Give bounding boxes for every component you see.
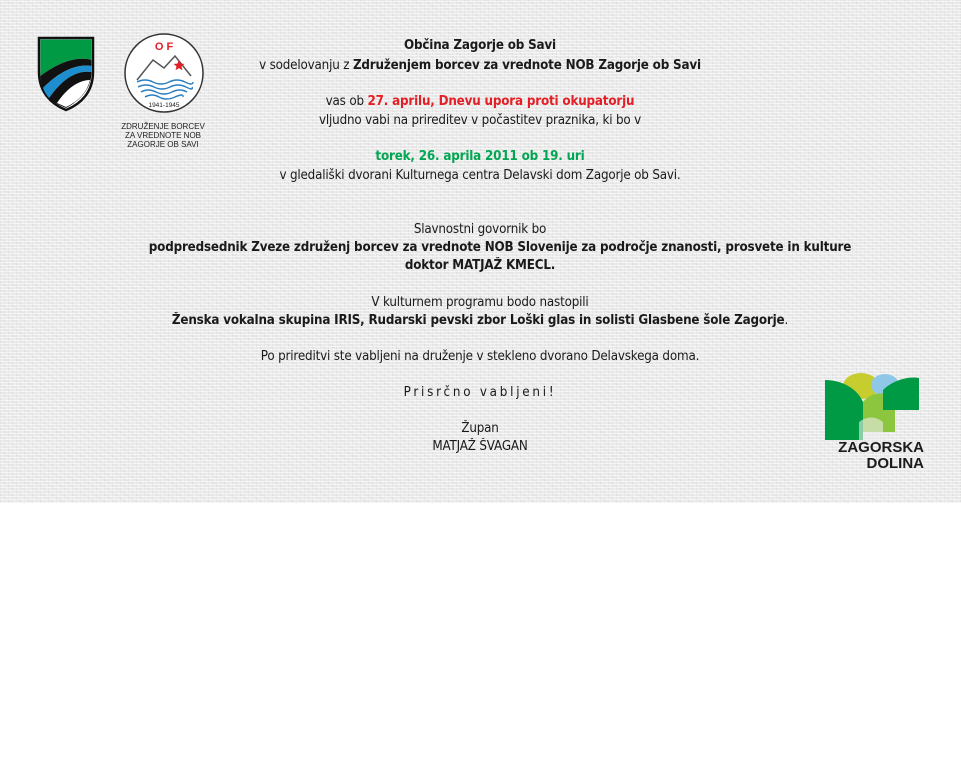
association-line-2: ZA VREDNOTE NOB [124, 131, 201, 140]
of-letters: O F [154, 41, 174, 53]
organizer: Občina Zagorje ob Savi [404, 38, 556, 53]
program-performers: Ženska vokalna skupina IRIS, Rudarski pevski zbor Loški glas in solisti Glasbene šole Zagorje [171, 313, 785, 328]
association-line-1: ZDRUŽENJE BORCEV [121, 122, 205, 131]
zagorska-dolina-logo [823, 372, 921, 442]
after-event-note: Po prireditvi ste vabljeni na druženje v stekleno dvorano Delavskega doma. [260, 349, 700, 364]
collaboration-prefix: v sodelovanju z [259, 58, 353, 73]
zagorska-line-1: ZAGORSKA [838, 439, 924, 456]
speaker-name: doktor MATJAŽ KMECL. [404, 258, 556, 273]
association-line-3: ZAGORJE OB SAVI [127, 140, 199, 149]
occasion-prefix: vas ob [325, 94, 368, 109]
welcome-text: Prisrčno vabljeni! [403, 385, 557, 400]
program-end: . [784, 313, 789, 328]
mayor-name: MATJAŽ ŠVAGAN [432, 439, 528, 454]
collaboration-partner: Združenjem borcev za vrednote NOB Zagorje ob Savi [352, 58, 701, 73]
of-years: 1941-1945 [148, 102, 180, 109]
speaker-intro: Slavnostni govornik bo [413, 222, 547, 237]
zagorska-dolina-name [820, 440, 924, 472]
collaboration-line [149, 58, 811, 73]
event-date: torek, 26. aprila 2011 ob 19. uri [375, 149, 585, 164]
program-intro: V kulturnem programu bodo nastopili [371, 295, 589, 310]
zagorska-line-2: DOLINA [866, 455, 924, 472]
speaker-role: podpredsednik Zveze združenj borcev za vrednote NOB Slovenije za področje znanosti, prosvete in kulture [148, 240, 852, 255]
event-venue: v gledališki dvorani Kulturnega centra Delavski dom Zagorje ob Savi. [279, 168, 681, 183]
mayor-title: Župan [461, 421, 499, 436]
program-line [149, 313, 811, 328]
invite-line: vljudno vabi na prireditev v počastitev praznika, ki bo v [319, 113, 641, 128]
municipality-coat-of-arms [37, 36, 95, 112]
occasion-name: 27. aprilu, Dnevu upora proti okupatorju [367, 94, 635, 109]
occasion-line [149, 94, 811, 109]
